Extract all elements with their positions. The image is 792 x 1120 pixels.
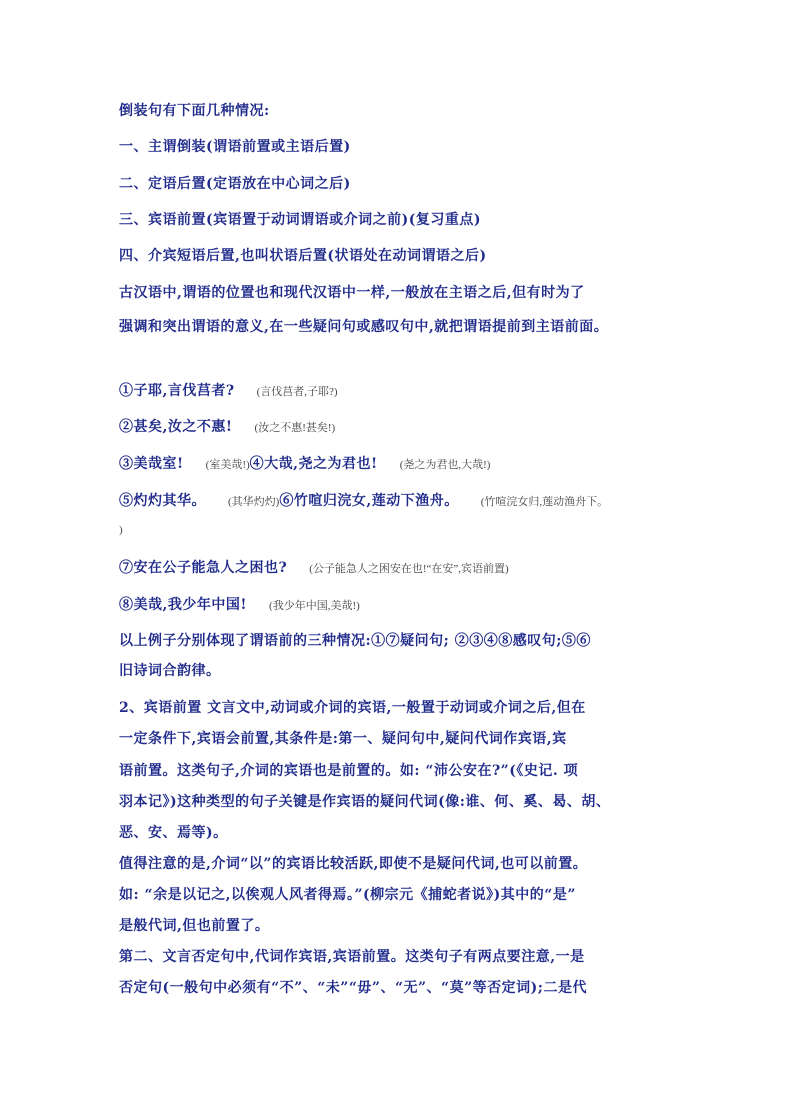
example-note: (尧之为君也,大哉!)	[399, 459, 491, 471]
example-note: (公子能急人之困安在也!“在安”,宾语前置)	[309, 563, 509, 575]
example-text: ①子耶,言伐莒者?	[119, 383, 235, 399]
example-text: ⑤灼灼其华。	[119, 493, 206, 509]
example-5-6	[119, 490, 608, 510]
example-1	[119, 380, 338, 400]
section-2-line: 恶、安、焉等)。	[119, 825, 228, 841]
example-7	[119, 557, 509, 577]
example-note: (室美哉!)	[205, 459, 250, 471]
section-2-line: 是般代词,但也前置了。	[119, 918, 270, 934]
section-2-line: 如: “余是以记之,以俟观人风者得焉。”(柳宗元《捕蛇者说》)其中的“是”	[119, 887, 576, 903]
example-text: ⑦安在公子能急人之困也?	[119, 560, 288, 576]
example-6-continuation	[119, 521, 123, 537]
paragraph-line: 古汉语中,谓语的位置也和现代汉语中一样,一般放在主语之后,但有时为了	[119, 285, 585, 301]
paragraph-line: 强调和突出谓语的意义,在一些疑问句或感叹句中,就把谓语提前到主语前面。	[119, 319, 609, 335]
example-text: ⑥竹喧归浣女,莲动下渔舟。	[279, 493, 459, 509]
example-text: ④大哉,尧之为君也!	[249, 456, 378, 472]
section-2-line: 第二、文言否定句中,代词作宾语,宾语前置。这类句子有两点要注意,一是	[119, 949, 585, 965]
section-2-line: 语前置。这类句子,介词的宾语也是前置的。如: “沛公安在?”(《史记. 项	[119, 763, 579, 779]
example-8	[119, 594, 360, 614]
list-item-1: 一、主谓倒装(谓语前置或主语后置)	[119, 139, 351, 155]
example-note: (言伐莒者,子耶?)	[256, 386, 338, 398]
example-text: ③美哉室!	[119, 456, 184, 472]
example-text: ⑧美哉,我少年中国!	[119, 597, 248, 613]
example-note: (我少年中国,美哉!)	[269, 600, 360, 612]
section-2-line: 否定句(一般句中必须有“不”、“未”“毋”、“无”、“莫”等否定词);二是代	[119, 980, 587, 996]
example-note: (汝之不惠!甚矣!)	[254, 422, 336, 434]
summary-line: 以上例子分别体现了谓语前的三种情况:①⑦疑问句; ②③④⑧感叹句;⑤⑥	[119, 633, 591, 649]
example-2	[119, 416, 335, 436]
list-item-2: 二、定语后置(定语放在中心词之后)	[119, 176, 351, 192]
example-note: (竹喧浣女归,莲动渔舟下。	[480, 496, 609, 508]
example-text: ②甚矣,汝之不惠!	[119, 419, 233, 435]
example-3-4	[119, 453, 490, 473]
list-item-4: 四、介宾短语后置,也叫状语后置(状语处在动词谓语之后)	[119, 248, 487, 264]
intro-heading: 倒装句有下面几种情况:	[119, 103, 270, 119]
example-note: (其华灼灼)	[228, 496, 280, 508]
list-item-3: 三、宾语前置(宾语置于动词谓语或介词之前)(复习重点)	[119, 212, 481, 228]
section-2-line: 2、宾语前置 文言文中,动词或介词的宾语,一般置于动词或介词之后,但在	[119, 700, 586, 716]
section-2-line: 值得注意的是,介词“以”的宾语比较活跃,即使不是疑问代词,也可以前置。	[119, 856, 588, 872]
summary-line: 旧诗词合韵律。	[119, 663, 221, 679]
example-note-continuation: )	[119, 524, 124, 536]
section-2-line: 羽本记》)这种类型的句子关键是作宾语的疑问代词(像:谁、何、奚、曷、胡、	[119, 794, 611, 810]
section-2-line: 一定条件下,宾语会前置,其条件是:第一、疑问句中,疑问代词作宾语,宾	[119, 731, 567, 747]
